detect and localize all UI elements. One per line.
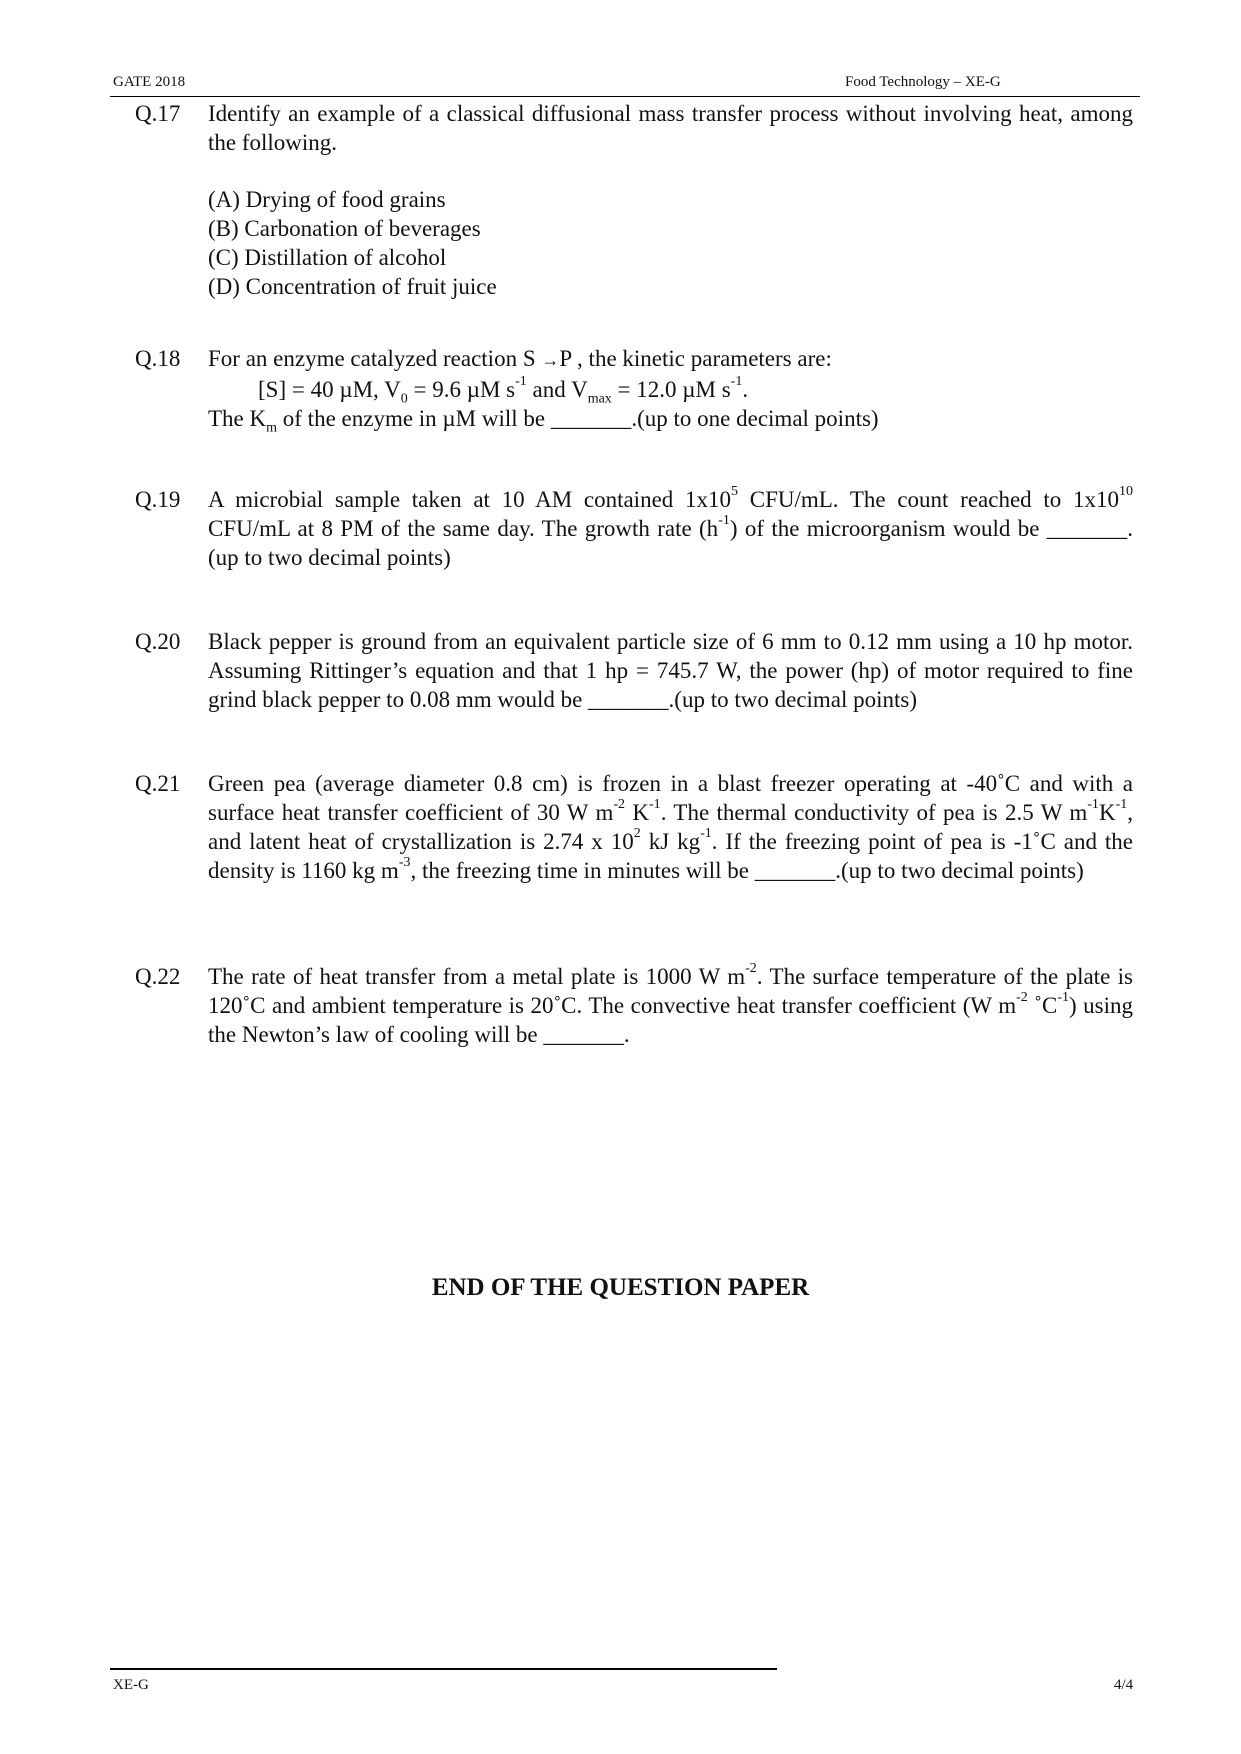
question-21 — [135, 769, 1135, 885]
text-fragment: K — [625, 800, 650, 825]
superscript: -3 — [398, 855, 411, 871]
text-fragment: K — [1098, 800, 1116, 825]
subscript: m — [266, 420, 278, 436]
question-line-2 — [208, 374, 1133, 407]
end-of-paper-heading: END OF THE QUESTION PAPER — [431, 1274, 810, 1301]
superscript: -1 — [730, 374, 743, 390]
arrow-icon: → — [541, 350, 560, 370]
text-fragment: [S] = 40 µM, V — [258, 377, 401, 402]
text-fragment: Green pea (average diameter 0.8 cm) is frozen in a blast freezer operating at -40˚C and with a surface heat transfer coefficient of 30 W m — [208, 771, 1133, 825]
question-body — [208, 99, 1133, 301]
question-text: Black pepper is ground from an equivalent particle size of 6 mm to 0.12 mm using a 10 hp motor. Assuming Rittinger’s equation and that 1 hp = 745.7 W, the power (hp) of motor required to fine grind black pepper to 0.08 mm would be _______.(up to two decimal points) — [208, 629, 1133, 712]
question-number: Q.18 — [135, 346, 181, 371]
text-fragment: ) using the Newton’s law of cooling will be _______. — [208, 993, 1133, 1047]
text-fragment: and V — [526, 377, 588, 402]
question-body — [208, 344, 1133, 436]
text-fragment: CFU/mL. The count reached to 1x10 — [738, 487, 1119, 512]
question-18 — [135, 344, 1135, 436]
text-fragment: The rate of heat transfer from a metal plate is 1000 W m — [208, 964, 746, 989]
superscript: 2 — [633, 826, 641, 842]
header-paper-title: Food Technology – XE-G — [845, 74, 1001, 90]
text-fragment: . — [742, 377, 749, 402]
question-number: Q.20 — [135, 629, 181, 654]
question-line-1 — [208, 344, 1133, 375]
question-number: Q.19 — [135, 487, 181, 512]
text-fragment: ˚C — [1027, 993, 1058, 1018]
question-22 — [135, 962, 1135, 1049]
text-fragment: . The surface temperature of the plate is 120˚C and ambient temperature is 20˚C. The convective heat transfer coefficient (W m — [208, 964, 1133, 1018]
option-b: (B) Carbonation of beverages — [208, 216, 481, 241]
header-exam-title: GATE 2018 — [113, 74, 186, 90]
superscript: -1 — [700, 826, 712, 842]
superscript: -1 — [1087, 797, 1099, 813]
question-text: Identify an example of a classical diffusional mass transfer process without involving heat, among the following. — [208, 101, 1133, 155]
text-fragment: ) of the microorganism would be _______.(up to two decimal points) — [208, 516, 1133, 570]
superscript: -1 — [649, 797, 661, 813]
superscript: -2 — [745, 961, 757, 977]
text-fragment: = 9.6 µM s — [407, 377, 516, 402]
text-fragment: The K — [208, 406, 267, 431]
text-fragment: kJ kg — [640, 829, 701, 854]
text-fragment: . The thermal conductivity of pea is 2.5 W m — [660, 800, 1088, 825]
subscript: max — [587, 391, 612, 407]
superscript: -1 — [718, 513, 730, 529]
text-fragment: CFU/mL at 8 PM of the same day. The growth rate (h — [208, 516, 719, 541]
footer-paper-code: XE-G — [113, 1677, 149, 1693]
option-c: (C) Distillation of alcohol — [208, 245, 447, 270]
subscript: 0 — [400, 391, 408, 407]
superscript: -2 — [1016, 990, 1028, 1006]
question-number: Q.17 — [135, 101, 181, 126]
header-rule — [110, 96, 1140, 97]
superscript: -2 — [613, 797, 626, 813]
question-20 — [135, 627, 1135, 714]
question-number: Q.22 — [135, 964, 181, 989]
text-fragment: = 12.0 µM s — [611, 377, 731, 402]
text-fragment: For an enzyme catalyzed reaction S — [208, 346, 536, 371]
question-body — [208, 769, 1133, 885]
footer-rule — [110, 1668, 777, 1670]
text-fragment: , the freezing time in minutes will be _______.(up to two decimal points) — [410, 858, 1084, 883]
question-body — [208, 962, 1133, 1049]
question-body — [208, 485, 1133, 572]
question-line-3 — [208, 404, 1133, 436]
text-fragment: A microbial sample taken at 10 AM contained 1x10 — [208, 487, 732, 512]
superscript: -1 — [1115, 797, 1128, 813]
options-list — [208, 185, 1133, 301]
text-fragment: . If the freezing point of pea is -1˚C and the density is 1160 kg m — [208, 829, 1133, 883]
superscript: 10 — [1119, 484, 1133, 500]
superscript: 5 — [731, 484, 739, 500]
text-fragment: , and latent heat of crystallization is 2.74 x 10 — [208, 800, 1133, 854]
superscript: -1 — [1057, 990, 1069, 1006]
question-19 — [135, 485, 1135, 572]
footer-page-number: 4/4 — [1114, 1677, 1134, 1693]
option-a: (A) Drying of food grains — [208, 187, 446, 212]
text-fragment: P , the kinetic parameters are: — [559, 346, 832, 371]
text-fragment: of the enzyme in µM will be _______.(up to one decimal points) — [277, 406, 879, 431]
question-17 — [135, 99, 1135, 301]
option-d: (D) Concentration of fruit juice — [208, 274, 497, 299]
superscript: -1 — [515, 374, 527, 390]
question-number: Q.21 — [135, 771, 181, 796]
